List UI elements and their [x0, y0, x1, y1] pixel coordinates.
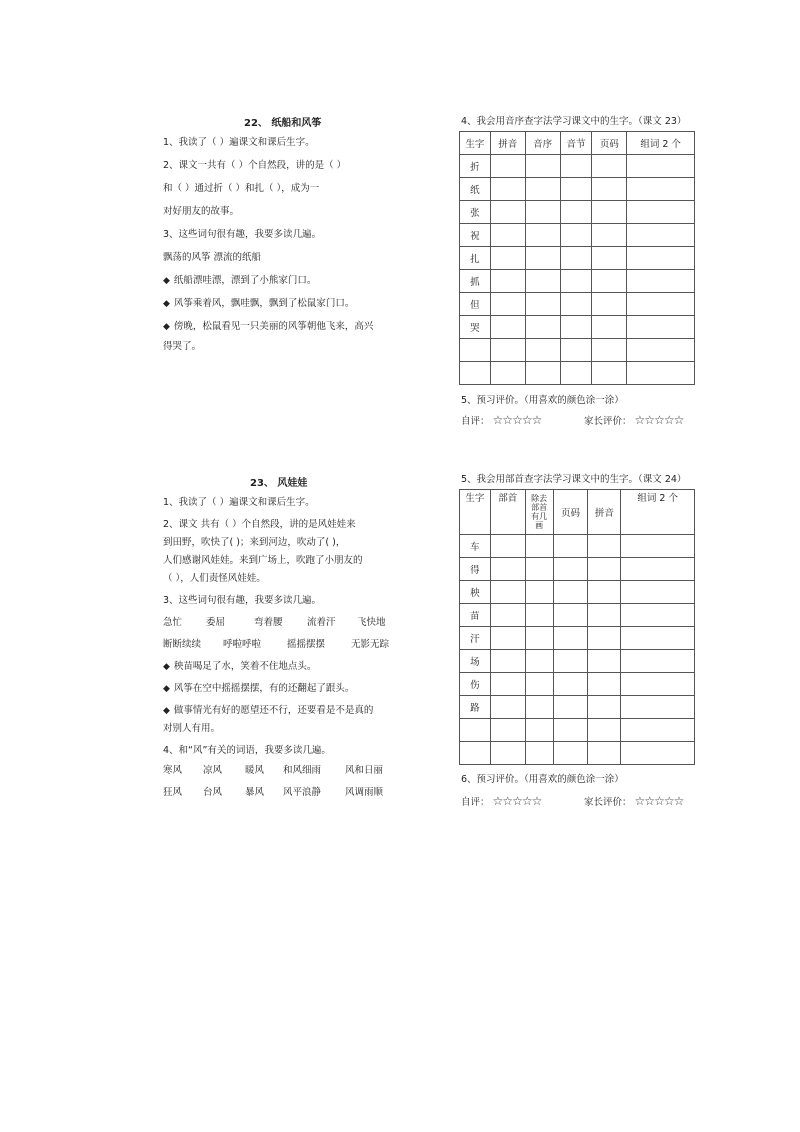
lesson23-text [163, 497, 389, 799]
blank-cell[interactable] [560, 155, 592, 178]
word: 无影无踪 [351, 639, 390, 650]
blank-cell[interactable] [525, 339, 560, 362]
blank-cell[interactable] [592, 224, 627, 247]
char-cell: 纸 [460, 178, 491, 201]
parent-eval-stars[interactable]: ☆☆☆☆☆ [634, 794, 684, 808]
table-row [460, 742, 695, 765]
header-cell: 音节 [560, 132, 592, 155]
char-cell: 车 [460, 535, 491, 558]
blank-cell[interactable] [627, 201, 695, 224]
table24-caption: 5、我会用部首查字法学习课文中的生字。（课文 24） [461, 474, 687, 485]
blank-cell[interactable] [490, 742, 525, 765]
blank-cell[interactable] [553, 673, 588, 696]
blank-cell[interactable] [553, 581, 588, 604]
blank-cell[interactable] [627, 178, 695, 201]
lesson22-title: 22、 纸船和风筝 [244, 118, 322, 129]
wind-words-row-2 [163, 787, 389, 799]
words-row-2 [163, 639, 389, 651]
blank-cell[interactable] [621, 696, 695, 719]
blank-cell[interactable] [592, 339, 627, 362]
table-row [460, 224, 695, 247]
text-line: 对别人有用。 [163, 723, 221, 734]
blank-cell[interactable] [553, 696, 588, 719]
blank-cell[interactable] [525, 719, 553, 742]
blank-cell[interactable] [525, 604, 553, 627]
blank-cell[interactable] [621, 581, 695, 604]
blank-cell[interactable] [553, 742, 588, 765]
text-line: （ ），人们责怪风娃娃。 [163, 573, 266, 584]
word: 流着汗 [307, 617, 336, 628]
char-cell: 抓 [460, 270, 491, 293]
blank-cell[interactable] [592, 316, 627, 339]
blank-cell[interactable] [621, 558, 695, 581]
blank-cell[interactable] [627, 339, 695, 362]
lesson23-title: 23、 风娃娃 [250, 478, 308, 489]
bullet-line: ◆ 纸船漂哇漂，漂到了小熊家门口。 [163, 275, 373, 287]
blank-cell[interactable] [525, 627, 553, 650]
word: 凉风 [203, 765, 223, 776]
self-eval-label: 自评： [461, 797, 490, 808]
table-row [460, 650, 695, 673]
blank-cell[interactable] [490, 627, 525, 650]
blank-cell[interactable] [627, 155, 695, 178]
blank-cell[interactable] [627, 270, 695, 293]
word: 飞快地 [357, 617, 386, 628]
blank-cell[interactable] [525, 696, 553, 719]
char-cell: 伤 [460, 673, 491, 696]
header-cell: 除去部首有几画 [525, 490, 553, 535]
blank-cell[interactable] [621, 719, 695, 742]
blank-cell[interactable] [588, 673, 621, 696]
blank-cell[interactable] [490, 650, 525, 673]
word: 狂风 [163, 787, 183, 798]
blank-cell[interactable] [627, 293, 695, 316]
header-cell: 生字 [460, 490, 491, 535]
word: 风和日丽 [345, 765, 384, 776]
header-cell: 页码 [553, 490, 588, 535]
table-row [460, 247, 695, 270]
text-line: 人们感谢风娃娃。来到广场上，吹跑了小朋友的 [163, 555, 363, 566]
bullet-line: ◆ 做事情光有好的愿望还不行，还要看是不是真的 [163, 705, 389, 717]
blank-cell[interactable] [525, 362, 560, 385]
char-cell: 扎 [460, 247, 491, 270]
text-line: 2、课文 共有（ ）个自然段，讲的是风娃娃来 [163, 519, 356, 530]
table-row [460, 558, 695, 581]
table23-parent-eval [584, 413, 683, 427]
blank-cell[interactable] [525, 558, 553, 581]
blank-cell[interactable] [560, 316, 592, 339]
char-cell: 苗 [460, 604, 491, 627]
blank-cell[interactable] [490, 201, 525, 224]
blank-cell[interactable] [525, 293, 560, 316]
header-cell: 组词 2 个 [627, 132, 695, 155]
blank-cell[interactable] [560, 293, 592, 316]
table-row [460, 270, 695, 293]
blank-cell[interactable] [560, 270, 592, 293]
blank-cell[interactable] [588, 604, 621, 627]
blank-cell[interactable] [490, 293, 525, 316]
word: 弯着腰 [254, 617, 283, 628]
blank-cell[interactable] [560, 178, 592, 201]
blank-cell[interactable] [588, 558, 621, 581]
word: 急忙 [163, 617, 183, 628]
blank-cell[interactable] [490, 581, 525, 604]
blank-cell[interactable] [553, 604, 588, 627]
self-eval-stars[interactable]: ☆☆☆☆☆ [492, 413, 542, 427]
table-row [460, 293, 695, 316]
blank-cell[interactable] [490, 362, 525, 385]
blank-cell[interactable] [621, 535, 695, 558]
blank-cell[interactable] [553, 627, 588, 650]
blank-cell[interactable] [553, 558, 588, 581]
char-cell: 秧 [460, 581, 491, 604]
blank-cell[interactable] [588, 535, 621, 558]
blank-cell[interactable] [627, 362, 695, 385]
blank-cell[interactable] [588, 719, 621, 742]
blank-cell[interactable] [525, 247, 560, 270]
table24-parent-eval [584, 794, 683, 808]
blank-cell[interactable] [525, 155, 560, 178]
wind-title: 4、和“风”有关的词语，我要多读几遍。 [163, 745, 331, 756]
table-row [460, 673, 695, 696]
lesson22-text [163, 137, 373, 353]
blank-cell[interactable] [490, 339, 525, 362]
word: 风调雨顺 [345, 787, 384, 798]
blank-cell[interactable] [592, 178, 627, 201]
blank-cell[interactable] [588, 650, 621, 673]
blank-cell[interactable] [525, 535, 553, 558]
blank-cell[interactable] [560, 201, 592, 224]
parent-eval-stars[interactable]: ☆☆☆☆☆ [634, 413, 684, 427]
blank-cell[interactable] [525, 316, 560, 339]
table-row [460, 535, 695, 558]
text-line: 3、这些词句很有趣，我要多读几遍。 [163, 595, 322, 606]
header-cell: 生字 [460, 132, 491, 155]
blank-cell[interactable] [592, 362, 627, 385]
header-cell: 页码 [592, 132, 627, 155]
table23 [459, 131, 695, 385]
table-row [460, 362, 695, 385]
table-row [460, 178, 695, 201]
text-line: 对好朋友的故事。 [163, 206, 240, 217]
blank-cell[interactable] [592, 270, 627, 293]
table23-caption: 4、我会用音序查字法学习课文中的生字。（课文 23） [461, 116, 687, 127]
table-row [460, 604, 695, 627]
blank-cell[interactable] [560, 339, 592, 362]
blank-cell[interactable] [588, 581, 621, 604]
text-line: 到田野，吹快了( )；来到河边，吹动了( )， [163, 537, 346, 548]
word: 暴风 [245, 787, 265, 798]
header-cell: 组词 2 个 [621, 490, 695, 535]
self-eval-stars[interactable]: ☆☆☆☆☆ [492, 794, 542, 808]
text-line: 和（ ）通过折（ ）和扎（ ），成为一 [163, 183, 320, 194]
blank-cell[interactable] [592, 293, 627, 316]
blank-cell[interactable] [588, 742, 621, 765]
blank-cell[interactable] [490, 673, 525, 696]
word: 断断续续 [163, 639, 202, 650]
header-cell: 拼音 [588, 490, 621, 535]
char-cell [460, 719, 491, 742]
char-cell: 路 [460, 696, 491, 719]
blank-cell[interactable] [525, 650, 553, 673]
blank-cell[interactable] [627, 316, 695, 339]
table-row [460, 719, 695, 742]
word: 台风 [203, 787, 223, 798]
blank-cell[interactable] [490, 178, 525, 201]
word: 和风细雨 [283, 765, 322, 776]
self-eval-label: 自评： [461, 416, 490, 427]
blank-cell[interactable] [592, 247, 627, 270]
table-row [460, 627, 695, 650]
char-cell [460, 339, 491, 362]
char-cell: 得 [460, 558, 491, 581]
blank-cell[interactable] [560, 224, 592, 247]
words-row-1 [163, 617, 389, 629]
blank-cell[interactable] [525, 224, 560, 247]
char-cell: 汗 [460, 627, 491, 650]
parent-eval-label: 家长评价： [584, 797, 632, 808]
char-cell: 场 [460, 650, 491, 673]
blank-cell[interactable] [490, 604, 525, 627]
blank-cell[interactable] [553, 719, 588, 742]
table23-self-eval [461, 413, 541, 427]
table24-self-eval [461, 794, 541, 808]
text-line: 得哭了。 [163, 341, 202, 352]
blank-cell[interactable] [490, 316, 525, 339]
header-cell: 拼音 [490, 132, 525, 155]
blank-cell[interactable] [525, 201, 560, 224]
text-line: 1、我读了（ ）遍课文和课后生字。 [163, 497, 315, 508]
blank-cell[interactable] [525, 270, 560, 293]
char-cell: 哭 [460, 316, 491, 339]
char-cell: 祝 [460, 224, 491, 247]
blank-cell[interactable] [592, 201, 627, 224]
header-cell: 部首 [490, 490, 525, 535]
bullet-line: ◆ 风筝在空中摇摇摆摆，有的还翻起了跟头。 [163, 683, 389, 695]
char-cell: 但 [460, 293, 491, 316]
table23-eval-title: 5、预习评价。（用喜欢的颜色涂一涂） [461, 395, 624, 406]
blank-cell[interactable] [588, 627, 621, 650]
blank-cell[interactable] [525, 178, 560, 201]
blank-cell[interactable] [560, 362, 592, 385]
blank-cell[interactable] [490, 224, 525, 247]
text-line: 2、课文一共有（ ）个自然段，讲的是（ ） [163, 160, 347, 171]
table24-eval-title: 6、预习评价。（用喜欢的颜色涂一涂） [461, 774, 624, 785]
word: 摇摇摆摆 [287, 639, 326, 650]
blank-cell[interactable] [525, 673, 553, 696]
blank-cell[interactable] [525, 581, 553, 604]
char-cell: 张 [460, 201, 491, 224]
blank-cell[interactable] [621, 742, 695, 765]
blank-cell[interactable] [588, 696, 621, 719]
table-row [460, 316, 695, 339]
bullet-line: ◆ 风筝乘着风，飘哇飘，飘到了松鼠家门口。 [163, 298, 373, 310]
word: 呼啦呼啦 [223, 639, 262, 650]
table-row [460, 581, 695, 604]
word: 寒风 [163, 765, 183, 776]
wind-words-row-1 [163, 765, 389, 777]
char-cell [460, 362, 491, 385]
table24 [459, 489, 695, 765]
char-cell [460, 742, 491, 765]
blank-cell[interactable] [553, 535, 588, 558]
blank-cell[interactable] [621, 627, 695, 650]
blank-cell[interactable] [621, 673, 695, 696]
char-cell: 折 [460, 155, 491, 178]
blank-cell[interactable] [627, 247, 695, 270]
blank-cell[interactable] [553, 650, 588, 673]
parent-eval-label: 家长评价： [584, 416, 632, 427]
blank-cell[interactable] [490, 535, 525, 558]
text-line: 飘荡的风筝 漂流的纸船 [163, 252, 262, 263]
blank-cell[interactable] [592, 155, 627, 178]
table-row [460, 201, 695, 224]
blank-cell[interactable] [525, 742, 553, 765]
bullet-line: ◆ 傍晚，松鼠看见一只美丽的风筝朝他飞来，高兴 [163, 321, 373, 333]
blank-cell[interactable] [621, 650, 695, 673]
blank-cell[interactable] [621, 604, 695, 627]
word: 委屈 [206, 617, 226, 628]
text-line: 3、这些词句很有趣，我要多读几遍。 [163, 229, 322, 240]
word: 风平浪静 [283, 787, 322, 798]
blank-cell[interactable] [490, 719, 525, 742]
header-cell: 音序 [525, 132, 560, 155]
blank-cell[interactable] [490, 247, 525, 270]
blank-cell[interactable] [490, 155, 525, 178]
blank-cell[interactable] [490, 558, 525, 581]
text-line: 1、我读了（ ）遍课文和课后生字。 [163, 137, 315, 148]
blank-cell[interactable] [490, 696, 525, 719]
table-row [460, 696, 695, 719]
blank-cell[interactable] [490, 270, 525, 293]
word: 暖风 [245, 765, 265, 776]
table-row [460, 339, 695, 362]
blank-cell[interactable] [627, 224, 695, 247]
blank-cell[interactable] [560, 247, 592, 270]
bullet-line: ◆ 秧苗喝足了水，笑着不住地点头。 [163, 661, 389, 673]
table-row [460, 155, 695, 178]
